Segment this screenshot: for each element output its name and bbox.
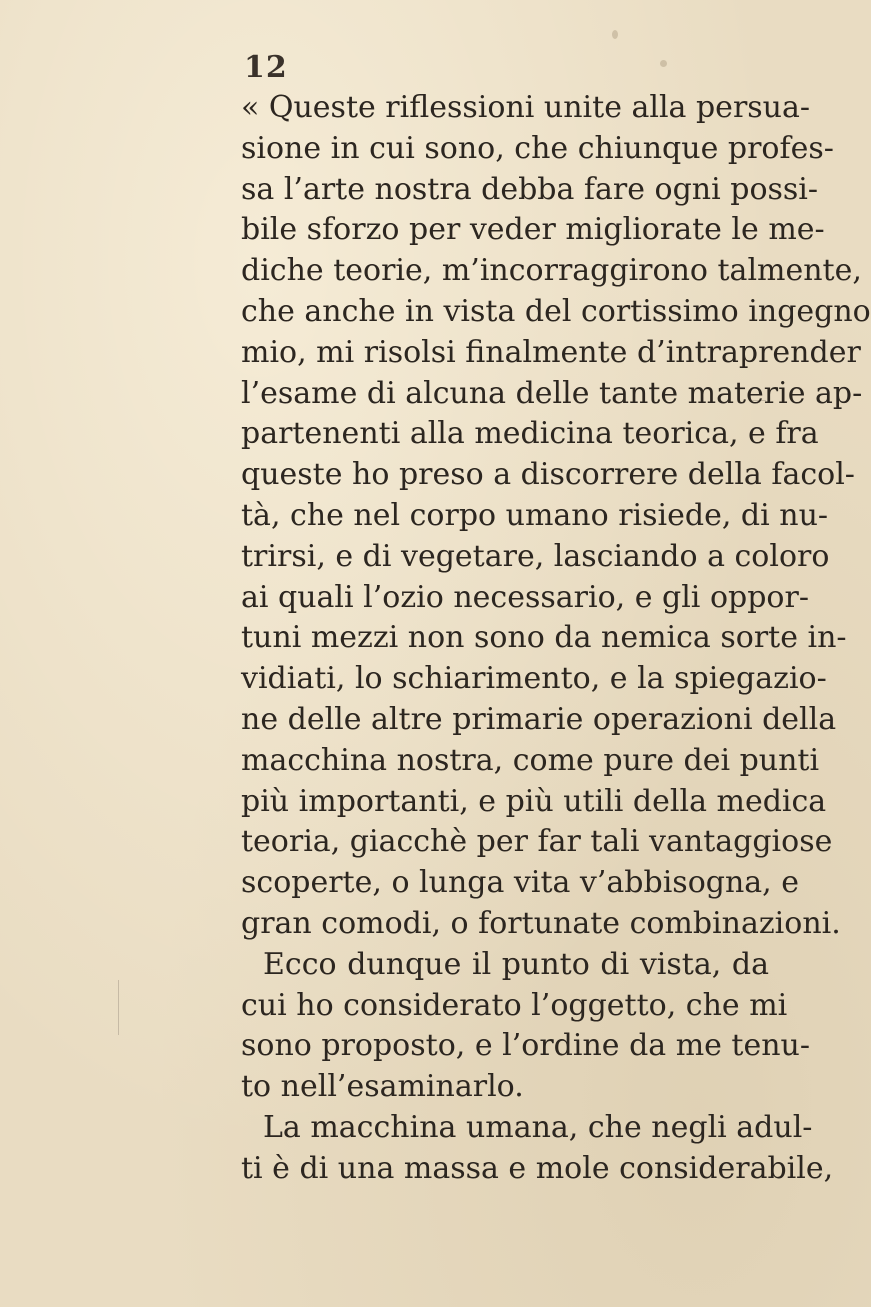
paper-stain [660,60,667,67]
page-number: 12 [244,50,288,85]
paper-stain [612,30,618,39]
text-line: Ecco dunque il punto di vista, da [263,946,769,982]
text-line: ti è di una massa e mole considerabile, [241,1150,834,1186]
text-line: mio, mi risolsi finalmente d’intraprender [241,334,861,370]
body-text [241,88,871,1190]
text-line: gran comodi, o fortunate combinazioni. [241,905,841,941]
text-line: « Queste riflessioni unite alla persua- [241,90,811,125]
text-line: diche teorie, m’incorraggirono talmente, [241,253,862,289]
text-line: macchina nostra, come pure dei punti [241,742,820,778]
text-line: cui ho considerato l’oggetto, che mi [241,987,788,1023]
text-line: teoria, giacchè per far tali vantaggiose [241,824,833,860]
text-line: tà, che nel corpo umano risiede, di nu- [241,497,829,533]
text-line: sa l’arte nostra debba fare ogni possi- [241,171,819,207]
text-line: to nell’esaminarlo. [241,1069,524,1105]
text-line: ne delle altre primarie operazioni della [241,701,837,737]
text-line: partenenti alla medicina teorica, e fra [241,416,819,452]
text-line: vidiati, lo schiarimento, e la spiegazio- [241,661,827,697]
text-line: tuni mezzi non sono da nemica sorte in- [241,620,847,656]
text-line: più importanti, e più utili della medica [241,783,827,819]
text-line: queste ho preso a discorrere della facol- [241,457,855,493]
text-line: La macchina umana, che negli adul- [263,1109,813,1145]
text-line: sione in cui sono, che chiunque profes- [241,130,834,166]
text-line: che anche in vista del cortissimo ingegno [241,293,871,329]
text-line: scoperte, o lunga vita v’abbisogna, e [241,865,799,901]
text-line: sono proposto, e l’ordine da me tenu- [241,1028,811,1064]
text-line: ai quali l’ozio necessario, e gli oppor- [241,579,809,615]
page-edge-mark [118,980,119,1035]
text-line: bile sforzo per veder migliorate le me- [241,212,825,248]
text-line: l’esame di alcuna delle tante materie ap- [241,375,863,411]
text-line: trirsi, e di vegetare, lasciando a coloro [241,538,830,574]
